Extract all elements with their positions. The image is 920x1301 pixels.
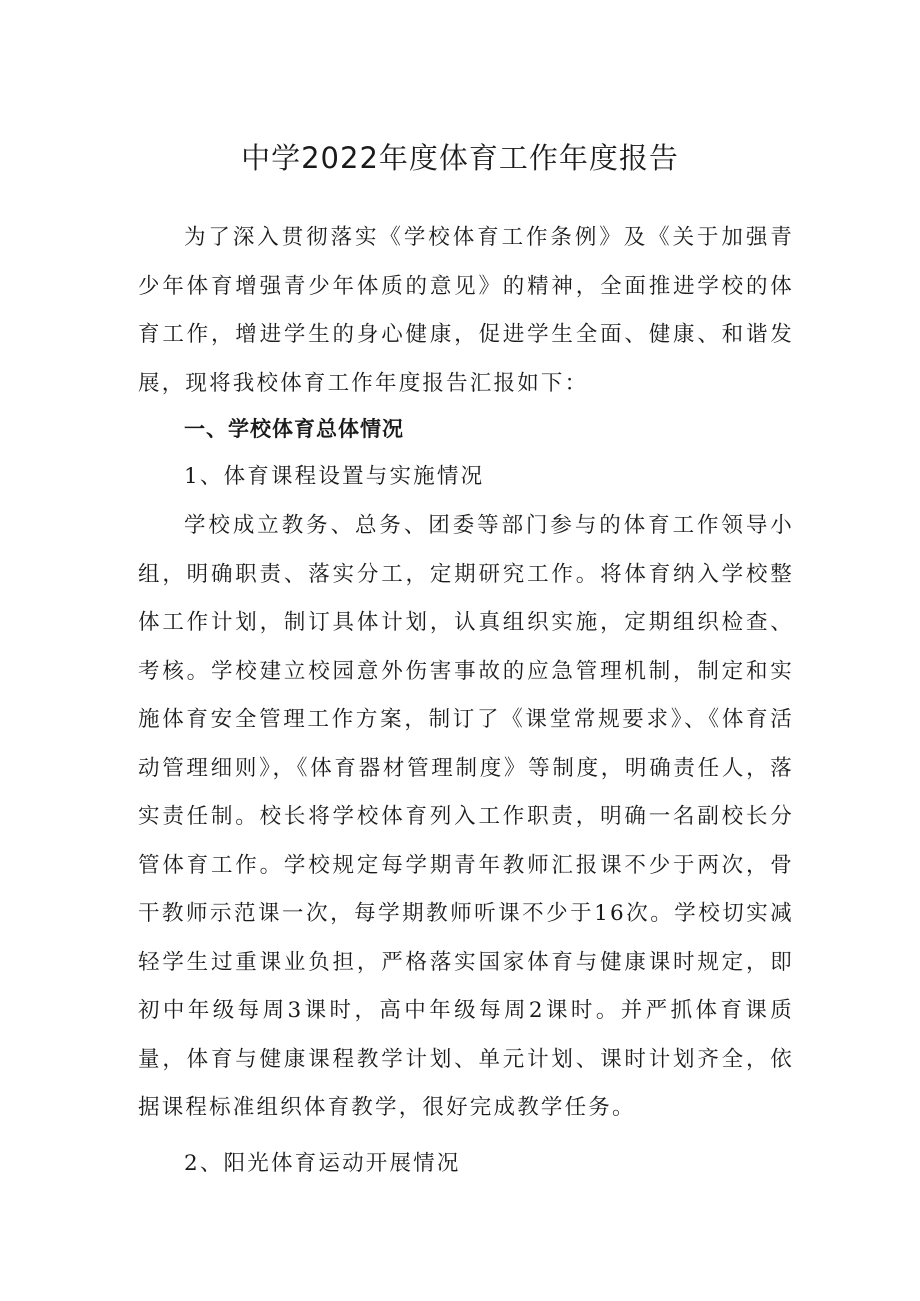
intro-paragraph: 为了深入贯彻落实《学校体育工作条例》及《关于加强青少年体育增强青少年体质的意见》的精神，全面推进学校的体育工作，增进学生的身心健康，促进学生全面、健康、和谐发展，现将我校体育工作年度报告汇报如下： — [138, 225, 794, 396]
subsection-heading-sunshine-sports: 2、阳光体育运动开展情况 — [184, 1151, 461, 1176]
subsection-heading-curriculum: 1、体育课程设置与实施情况 — [184, 464, 485, 489]
section-heading-overall: 一、学校体育总体情况 — [184, 417, 404, 441]
curriculum-paragraph: 学校成立教务、总务、团委等部门参与的体育工作领导小组，明确职责、落实分工，定期研究工作。将体育纳入学校整体工作计划，制订具体计划，认真组织实施，定期组织检查、考核。学校建立校园意外伤害事故的应急管理机制，制定和实施体育安全管理工作方案，制订了《课堂常规要求》、《体育活动管理细则》，《体育器材管理制度》等制度，明确责任人，落实责任制。校长将学校体育列入工作职责，明确一名副校长分管体育工作。学校规定每学期青年教师汇报课不少于两次，骨干教师示范课一次，每学期教师听课不少于16次。学校切实减轻学生过重课业负担，严格落实国家体育与健康课时规定，即初中年级每周3课时，高中年级每周2课时。并严抓体育课质量，体育与健康课程教学计划、单元计划、课时计划齐全，依据课程标准组织体育教学，很好完成教学任务。 — [138, 513, 794, 1120]
document-title: 中学2022年度体育工作年度报告 — [241, 141, 679, 175]
